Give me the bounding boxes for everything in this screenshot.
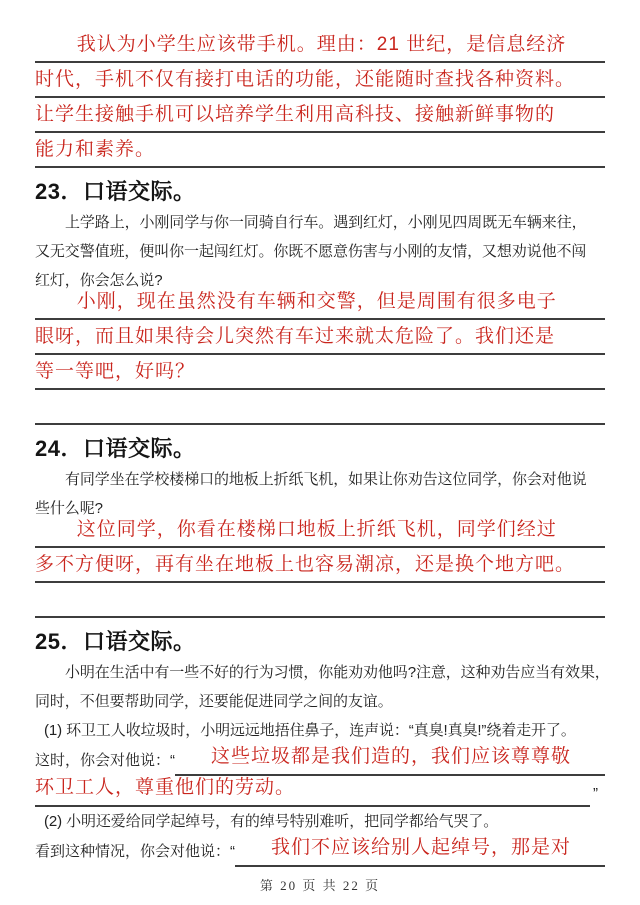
prompt-line: 有同学坐在学校楼梯口的地板上折纸飞机，如果让你劝告这位同学，你会对他说 [65, 471, 587, 488]
blank-ruled-line [35, 583, 605, 618]
closing-quote: ” [593, 785, 598, 802]
handwritten-answer-line: 小刚，现在虽然没有车辆和交警，但是周围有很多电子 [35, 285, 605, 320]
question-25-item-2-text: (2) 小明还爱给同学起绰号，有的绰号特别难听，把同学都给气哭了。 [44, 813, 499, 830]
prompt-line: 上学路上，小刚同学与你一同骑自行车。遇到红灯，小刚见四周既无车辆来往， [65, 214, 587, 231]
question-25-item-1-answer-row [35, 774, 605, 807]
say-label: 这时，你会对他说：“ [35, 752, 175, 769]
handwritten-answer-line: 环卫工人，尊重他们的劳动。 [35, 772, 590, 807]
handwritten-answer-line: 等一等吧，好吗？ [35, 355, 605, 390]
handwritten-answer-line: 让学生接触手机可以培养学生利用高科技、接触新鲜事物的 [35, 98, 605, 133]
question-23-prompt [35, 208, 605, 295]
handwritten-answer-line: 多不方便呀，再有坐在地板上也容易潮凉，还是换个地方吧。 [35, 548, 605, 583]
prompt-line: 同时，不但要帮助同学，还要能促进同学之间的友谊。 [35, 693, 393, 710]
question-23-answer-block [35, 285, 605, 425]
handwritten-answer-line: 我认为小学生应该带手机。理由：21 世纪，是信息经济 [35, 28, 605, 63]
prompt-line: 红灯，你会怎么说? [35, 272, 163, 289]
prompt-line: 小明在生活中有一些不好的行为习惯，你能劝劝他吗?注意，这种劝告应当有效果， [65, 664, 610, 681]
question-25-heading: 25．口语交际。 [35, 629, 196, 654]
intro-answer-block [35, 28, 605, 168]
handwritten-answer-line: 这位同学，你看在楼梯口地板上折纸飞机，同学们经过 [35, 513, 605, 548]
handwritten-answer-line: 能力和素养。 [35, 133, 605, 168]
say-label: 看到这种情况，你会对他说：“ [35, 843, 235, 860]
prompt-line: 又无交警值班，便叫你一起闯红灯。你既不愿意伤害与小刚的友情，又想劝说他不闯 [35, 243, 587, 260]
prompt-line: 些什么呢? [35, 500, 103, 517]
question-25-item-1-text: (1) 环卫工人收垃圾时，小明远远地捂住鼻子，连声说：“真臭!真臭!”绕着走开了。 [44, 722, 576, 739]
question-24-answer-block [35, 513, 605, 618]
question-25-prompt [35, 658, 610, 716]
page-footer: 第 20 页 共 22 页 [259, 878, 381, 893]
handwritten-answer-line: 我们不应该给别人起绰号，那是对 [235, 832, 605, 867]
handwritten-answer-line: 这些垃圾都是我们造的，我们应该尊尊敬 [175, 741, 605, 776]
question-23-heading: 23．口语交际。 [35, 179, 196, 204]
handwritten-answer-line: 时代，手机不仅有接打电话的功能，还能随时查找各种资料。 [35, 63, 605, 98]
question-24-heading: 24．口语交际。 [35, 436, 196, 461]
handwritten-answer-line: 眼呀，而且如果待会儿突然有车过来就太危险了。我们还是 [35, 320, 605, 355]
blank-ruled-line [35, 390, 605, 425]
question-25-item-2-say-row [35, 834, 605, 867]
